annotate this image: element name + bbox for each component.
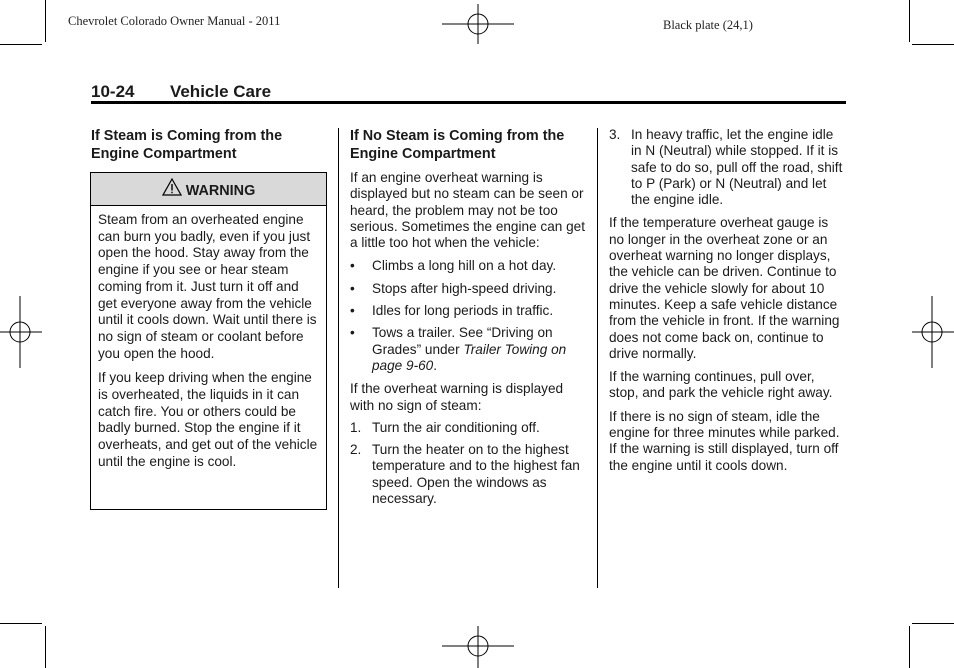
- paragraph: If the overheat warning is displayed with no sign of steam:: [350, 381, 564, 413]
- page-number: 10-24: [91, 82, 135, 101]
- column-divider: [338, 128, 339, 588]
- warning-header: [91, 173, 326, 206]
- step-number: 3.: [609, 127, 621, 142]
- step-number: 2.: [350, 442, 362, 458]
- step-text: Turn the heater on to the highest temperature and to the highest fan speed. Open the windows as necessary.: [372, 442, 580, 507]
- list-item: [350, 325, 588, 374]
- step-item: [350, 420, 588, 436]
- section-heading: If No Steam is Coming from the Engine Compartment: [350, 128, 565, 162]
- list-item-text: Climbs a long hill on a hot day.: [372, 258, 557, 274]
- crop-mark: [45, 0, 46, 42]
- column-3: [609, 127, 845, 474]
- step-item: [350, 442, 588, 507]
- bullet-icon: •: [350, 303, 355, 319]
- section-title: Vehicle Care: [169, 82, 272, 101]
- bullet-icon: •: [350, 280, 355, 296]
- list-item-text-end: .: [433, 357, 438, 373]
- warning-paragraph: If you keep driving when the engine is overheated, the liquids in it can catch fire. You or others could be badly burned. Stop the engine if it overheats, and get out of the vehicle until the engine is cool.: [98, 370, 318, 469]
- crop-mark: [909, 0, 910, 42]
- list-item: [350, 303, 588, 319]
- column-divider: [597, 128, 598, 588]
- warning-triangle-icon: [162, 178, 182, 196]
- cross-reference-link[interactable]: Trailer Towing on page 9-60: [372, 341, 567, 373]
- registration-mark-top: [442, 4, 514, 44]
- step-item: [609, 127, 845, 208]
- section-heading: If Steam is Coming from the Engine Compartment: [91, 128, 283, 162]
- list-item: [350, 258, 588, 274]
- plate-label: Black plate (24,1): [663, 18, 753, 32]
- paragraph: If there is no sign of steam, idle the engine for three minutes while parked. If the warning is still displayed, turn off the engine until it cools down.: [609, 408, 840, 473]
- crop-mark: [909, 626, 910, 668]
- crop-mark: [912, 623, 954, 624]
- warning-body: [91, 206, 326, 471]
- registration-mark-right: [912, 296, 954, 368]
- warning-paragraph: Steam from an overheated engine can burn you badly, even if you just open the hood. Stay away from the engine if you see or hear steam coming from it. Just turn it off and get everyone away from the vehicle until it cools down. Wait until there is no sign of steam or coolant before you open the hood.: [98, 212, 317, 361]
- list-item-text: Tows a trailer. See “Driving on Grades” under: [372, 325, 553, 357]
- warning-box: [90, 172, 327, 510]
- paragraph: If the temperature overheat gauge is no longer in the overheat zone or an overheat warning no longer displays, the vehicle can be driven. Continue to drive the vehicle slowly for about 10 minutes. Keep a safe vehicle distance from the vehicle in front. If the warning does not come back on, continue to drive normally.: [609, 215, 840, 361]
- step-text: In heavy traffic, let the engine idle in N (Neutral) while stopped. If it is safe to do so, pull off the road, shift to P (Park) or N (Neutral) and let the engine idle.: [631, 127, 843, 208]
- column-2: [350, 127, 588, 507]
- step-number: 1.: [350, 419, 362, 435]
- list-item-text: Stops after high-speed driving.: [372, 280, 557, 296]
- title-rule: [91, 101, 846, 104]
- paragraph: If an engine overheat warning is displayed but no steam can be seen or heard, the problem may not be too serious. Sometimes the engine can get a little too hot when the vehicle:: [350, 170, 586, 251]
- list-item-text: Idles for long periods in traffic.: [372, 303, 554, 319]
- crop-mark: [45, 626, 46, 668]
- bullet-icon: •: [350, 258, 355, 274]
- list-item: [350, 281, 588, 297]
- page-title: [91, 82, 846, 102]
- step-text: Turn the air conditioning off.: [372, 419, 540, 435]
- crop-mark: [0, 44, 42, 45]
- registration-mark-bottom: [442, 626, 514, 668]
- column-1: [91, 127, 327, 163]
- registration-mark-left: [0, 296, 42, 368]
- paragraph: If the warning continues, pull over, stop, and park the vehicle right away.: [609, 369, 833, 401]
- crop-mark: [0, 623, 42, 624]
- manual-title: Chevrolet Colorado Owner Manual - 2011: [68, 14, 281, 28]
- crop-mark: [912, 44, 954, 45]
- bullet-icon: •: [350, 325, 355, 341]
- warning-label: WARNING: [185, 183, 256, 199]
